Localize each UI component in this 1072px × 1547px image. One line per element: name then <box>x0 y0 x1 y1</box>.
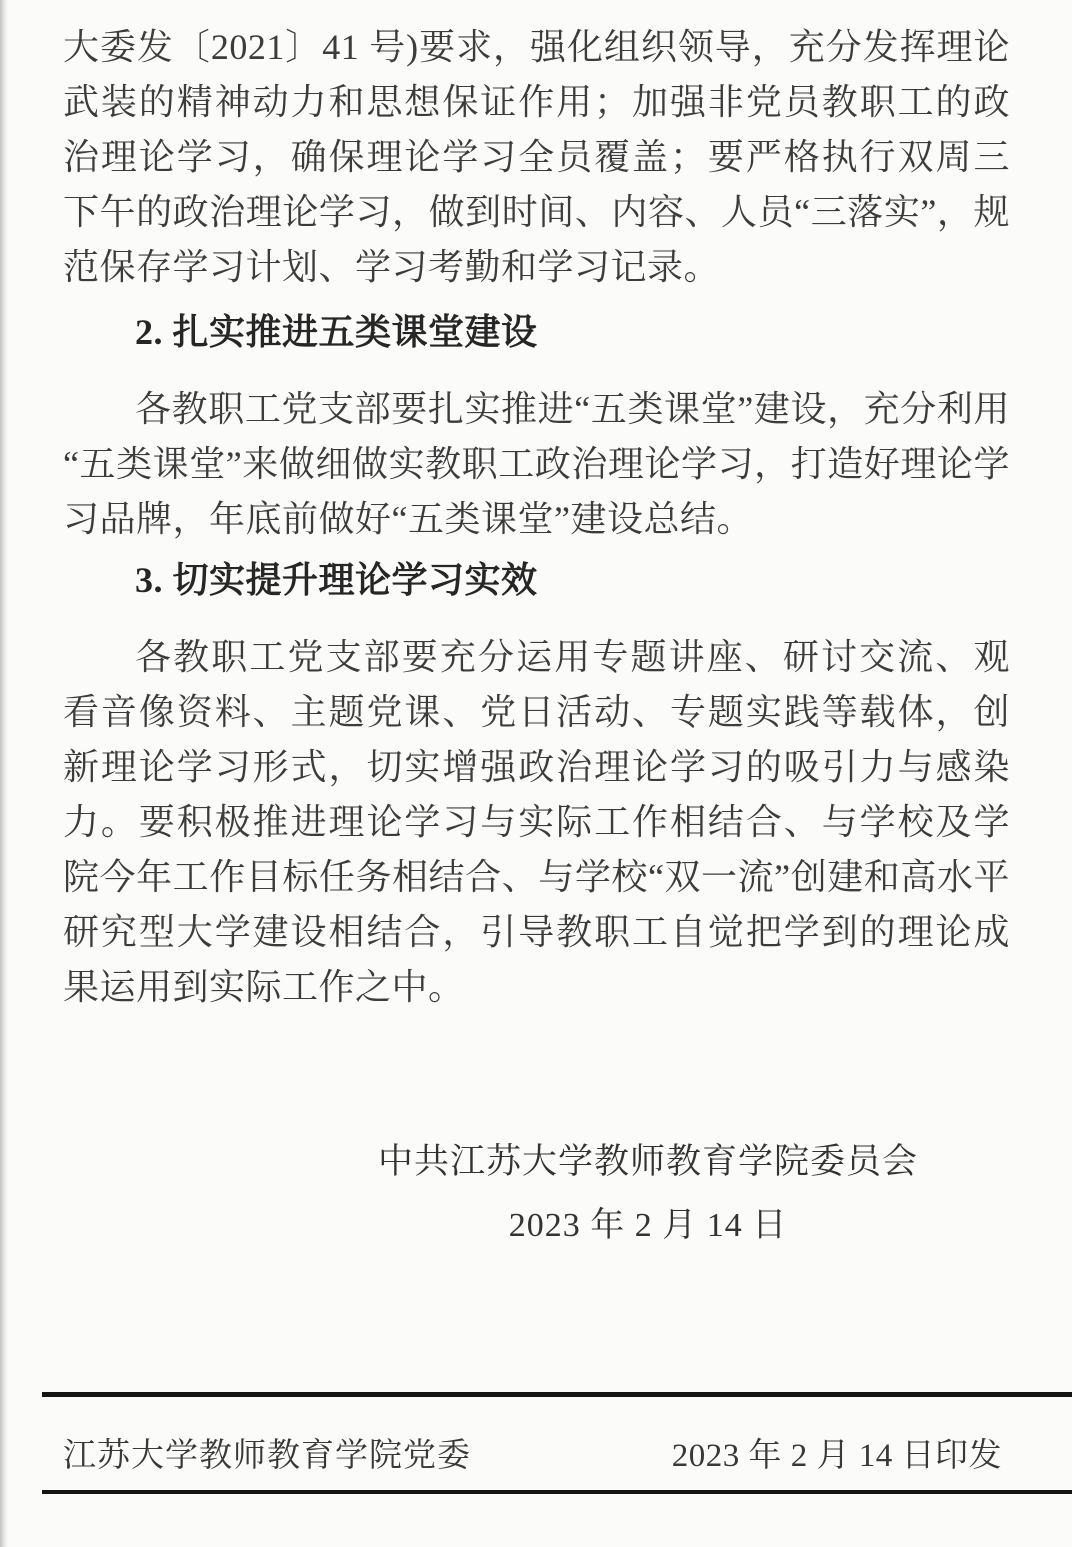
paragraph-section-2: 各教职工党支部要扎实推进“五类课堂”建设，充分利用“五类课堂”来做细做实教职工政治理论学习，打造好理论学习品牌，年底前做好“五类课堂”建设总结。 <box>63 389 1010 539</box>
page-footer <box>0 1367 1072 1547</box>
scan-edge-artifact <box>0 0 8 1547</box>
paragraph-continuation: 大委发〔2021〕41 号)要求，强化组织领导，充分发挥理论武装的精神动力和思想保证作用；加强非党员教职工的政治理论学习，确保理论学习全员覆盖；要严格执行双周三下午的政治理论学习，做到时间、内容、人员“三落实”，规范保存学习计划、学习考勤和学习记录。 <box>63 27 1010 287</box>
signature-organization: 中共江苏大学教师教育学院委员会 <box>377 1142 918 1181</box>
footer-top-rule <box>42 1392 1072 1397</box>
footer-bottom-rule <box>42 1490 1072 1494</box>
footer-row <box>0 1429 1072 1476</box>
signature-date: 2023 年 2 月 14 日 <box>508 1207 788 1244</box>
section-heading-3: 3. 切实提升理论学习实效 <box>135 560 538 600</box>
paragraph-section-3: 各教职工党支部要充分运用专题讲座、研讨交流、观看音像资料、主题党课、党日活动、专题实践等载体，创新理论学习形式，切实增强政治理论学习的吸引力与感染力。要积极推进理论学习与实际工作相结合、与学校及学院今年工作目标任务相结合、与学校“双一流”创建和高水平研究型大学建设相结合，引导教职工自觉把学到的理论成果运用到实际工作之中。 <box>63 637 1010 1007</box>
footer-issuing-committee: 江苏大学教师教育学院党委 <box>63 1438 471 1474</box>
signature-block <box>378 1137 918 1249</box>
footer-print-date: 2023 年 2 月 14 日印发 <box>671 1438 1002 1474</box>
section-heading-2: 2. 扎实推进五类课堂建设 <box>135 312 538 352</box>
